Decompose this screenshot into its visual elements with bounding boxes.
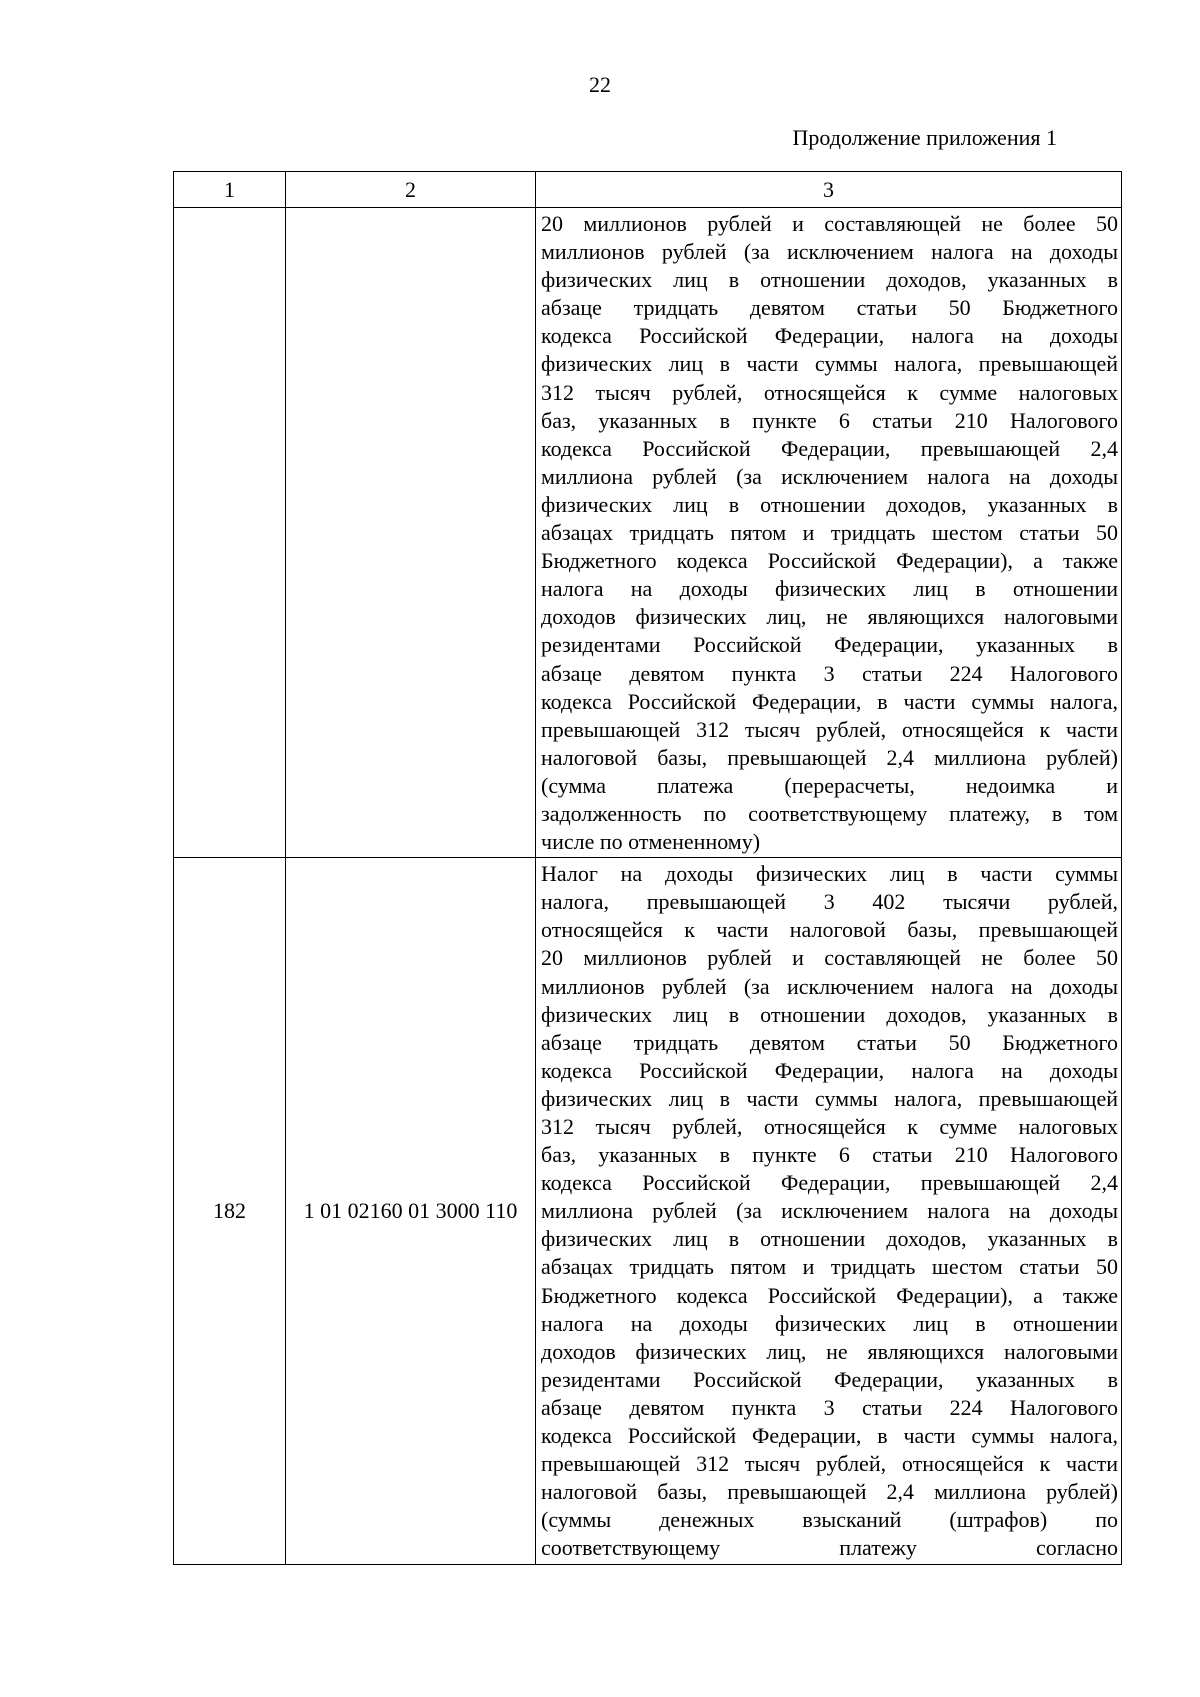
column-header-3: 3 xyxy=(536,172,1122,208)
description-line: 20 миллионов рублей и составляющей не более 50 xyxy=(541,211,1118,236)
description-line: числе по отмененному) xyxy=(541,829,761,855)
description-line: 312 тысяч рублей, относящейся к сумме налоговых xyxy=(541,379,1118,405)
table-header-row xyxy=(174,172,1122,208)
description-cell xyxy=(536,208,1122,858)
budget-code-cell xyxy=(286,208,536,858)
appendix-table xyxy=(173,171,1122,1565)
description-line: резидентами Российской Федерации, указанных в xyxy=(541,632,1118,658)
table-row xyxy=(174,208,1122,858)
description-line: доходов физических лиц, не являющихся налоговыми xyxy=(541,604,1118,630)
description-line: абзаце тридцать девятом статьи 50 Бюджетного xyxy=(541,1029,1118,1055)
description-line: миллиона рублей (за исключением налога на доходы xyxy=(541,1198,1118,1224)
description-line: кодекса Российской Федерации, налога на доходы xyxy=(541,1057,1118,1083)
description-line: налога на доходы физических лиц в отношении xyxy=(541,576,1118,602)
description-line: доходов физических лиц, не являющихся налоговыми xyxy=(541,1338,1118,1364)
description-line: кодекса Российской Федерации, налога на доходы xyxy=(541,323,1118,349)
admin-code-cell xyxy=(174,208,286,858)
description-line: 312 тысяч рублей, относящейся к сумме налоговых xyxy=(541,1114,1118,1139)
description-line: резидентами Российской Федерации, указанных в xyxy=(541,1366,1118,1392)
description-line: физических лиц в отношении доходов, указанных в xyxy=(541,491,1118,517)
description-line: миллионов рублей (за исключением налога на доходы xyxy=(541,239,1118,265)
description-line: кодекса Российской Федерации, в части суммы налога, xyxy=(541,1423,1118,1449)
description-line: физических лиц в отношении доходов, указанных в xyxy=(541,1001,1118,1027)
description-line: 20 миллионов рублей и составляющей не более 50 xyxy=(541,945,1118,971)
admin-code-cell: 182 xyxy=(174,858,286,1564)
description-line: задолженность по соответствующему платежу, в том xyxy=(541,800,1118,826)
description-line: баз, указанных в пункте 6 статьи 210 Налогового xyxy=(541,1142,1118,1168)
description-line: физических лиц в отношении доходов, указанных в xyxy=(541,1226,1118,1252)
description-line: баз, указанных в пункте 6 статьи 210 Налогового xyxy=(541,407,1118,433)
description-line: Бюджетного кодекса Российской Федерации), а также xyxy=(541,1282,1118,1308)
description-line: Бюджетного кодекса Российской Федерации), а также xyxy=(541,548,1118,574)
column-header-2: 2 xyxy=(286,172,536,208)
description-line: кодекса Российской Федерации, превышающей 2,4 xyxy=(541,1170,1118,1196)
description-line: (суммы денежных взысканий (штрафов) по xyxy=(541,1507,1118,1533)
description-line: кодекса Российской Федерации, в части суммы налога, xyxy=(541,688,1118,714)
description-line: налоговой базы, превышающей 2,4 миллиона рублей) xyxy=(541,744,1118,770)
description-line: абзаце тридцать девятом статьи 50 Бюджетного xyxy=(541,295,1118,321)
description-line: абзаце девятом пункта 3 статьи 224 Налогового xyxy=(541,660,1118,686)
description-line: налога, превышающей 3 402 тысячи рублей, xyxy=(541,889,1118,915)
description-line: физических лиц в части суммы налога, превышающей xyxy=(541,1085,1118,1111)
column-header-1: 1 xyxy=(174,172,286,208)
description-line: Налог на доходы физических лиц в части суммы xyxy=(541,861,1118,887)
description-line: миллиона рублей (за исключением налога на доходы xyxy=(541,463,1118,489)
description-line: налоговой базы, превышающей 2,4 миллиона рублей) xyxy=(541,1479,1118,1505)
table-row xyxy=(174,858,1122,1564)
description-line: абзацах тридцать пятом и тридцать шестом статьи 50 xyxy=(541,520,1118,546)
description-line: превышающей 312 тысяч рублей, относящейся к части xyxy=(541,716,1118,742)
description-line: превышающей 312 тысяч рублей, относящейся к части xyxy=(541,1451,1118,1477)
description-line: миллионов рублей (за исключением налога на доходы xyxy=(541,973,1118,999)
budget-code-cell: 1 01 02160 01 3000 110 xyxy=(286,858,536,1564)
page-number: 22 xyxy=(589,72,611,97)
description-line: физических лиц в части суммы налога, превышающей xyxy=(541,351,1118,377)
description-line: абзацах тридцать пятом и тридцать шестом статьи 50 xyxy=(541,1254,1118,1280)
description-line: относящейся к части налоговой базы, превышающей xyxy=(541,917,1118,943)
description-line: кодекса Российской Федерации, превышающей 2,4 xyxy=(541,435,1118,461)
description-cell xyxy=(536,858,1122,1564)
description-line: налога на доходы физических лиц в отношении xyxy=(541,1310,1118,1336)
description-line: соответствующему платежу согласно xyxy=(541,1535,1118,1561)
description-line: физических лиц в отношении доходов, указанных в xyxy=(541,267,1118,293)
description-line: (сумма платежа (перерасчеты, недоимка и xyxy=(541,772,1118,798)
continuation-label: Продолжение приложения 1 xyxy=(792,125,1057,150)
description-line: абзаце девятом пункта 3 статьи 224 Налогового xyxy=(541,1394,1118,1420)
